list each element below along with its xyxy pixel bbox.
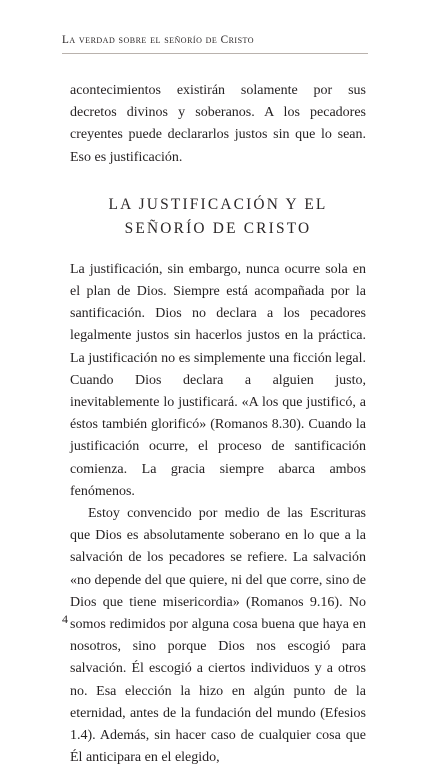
running-header-title: La verdad sobre el señorío de Cristo bbox=[62, 34, 255, 46]
page-number: 4 bbox=[62, 612, 68, 626]
paragraph-justification: La justificación, sin embargo, nunca ocurre sola en el plan de Dios. Siempre está acompañada por la santificación. Dios no declara a los pecadores legalmente justos sin hacerlos justos en la práctica. La justificación no es simplemente una ficción legal. Cuando Dios declara a alguien justo, inevitablemente lo justificará. «A los que justificó, a éstos también glorificó» (Romanos 8.30). Cuando la justificación ocurre, el proceso de santificación comienza. La gracia siempre abarca ambos fenómenos. bbox=[70, 261, 366, 499]
opening-paragraph: acontecimientos existirán solamente por sus decretos divinos y soberanos. A los pecadores creyentes puede declararlos justos sin que lo sean. Eso es justificación. bbox=[70, 83, 366, 165]
paragraph-sovereignty: Estoy convencido por medio de las Escrituras que Dios es absolutamente soberano en lo que a la salvación de los pecadores se refiere. La salvación «no depende del que quiere, ni del que corre, sino de Dios que tiene misericordia» (Romanos 9.16). No somos redimidos por alguna cosa buena que haya en nosotros, sino porque Dios nos escogió para salvación. Él escogió a ciertos individuos y a otros no. Esa elección la hizo en algún punto de la eternidad, antes de la fundación del mundo (Efesios 1.4). Además, sin hacer caso de cualquier cosa que Él anticipara en el elegido, bbox=[70, 506, 366, 766]
header-rule bbox=[62, 53, 368, 54]
section-title: LA JUSTIFICACIÓN Y EL SEÑORÍO DE CRISTO bbox=[108, 195, 328, 237]
page-body bbox=[70, 80, 366, 769]
